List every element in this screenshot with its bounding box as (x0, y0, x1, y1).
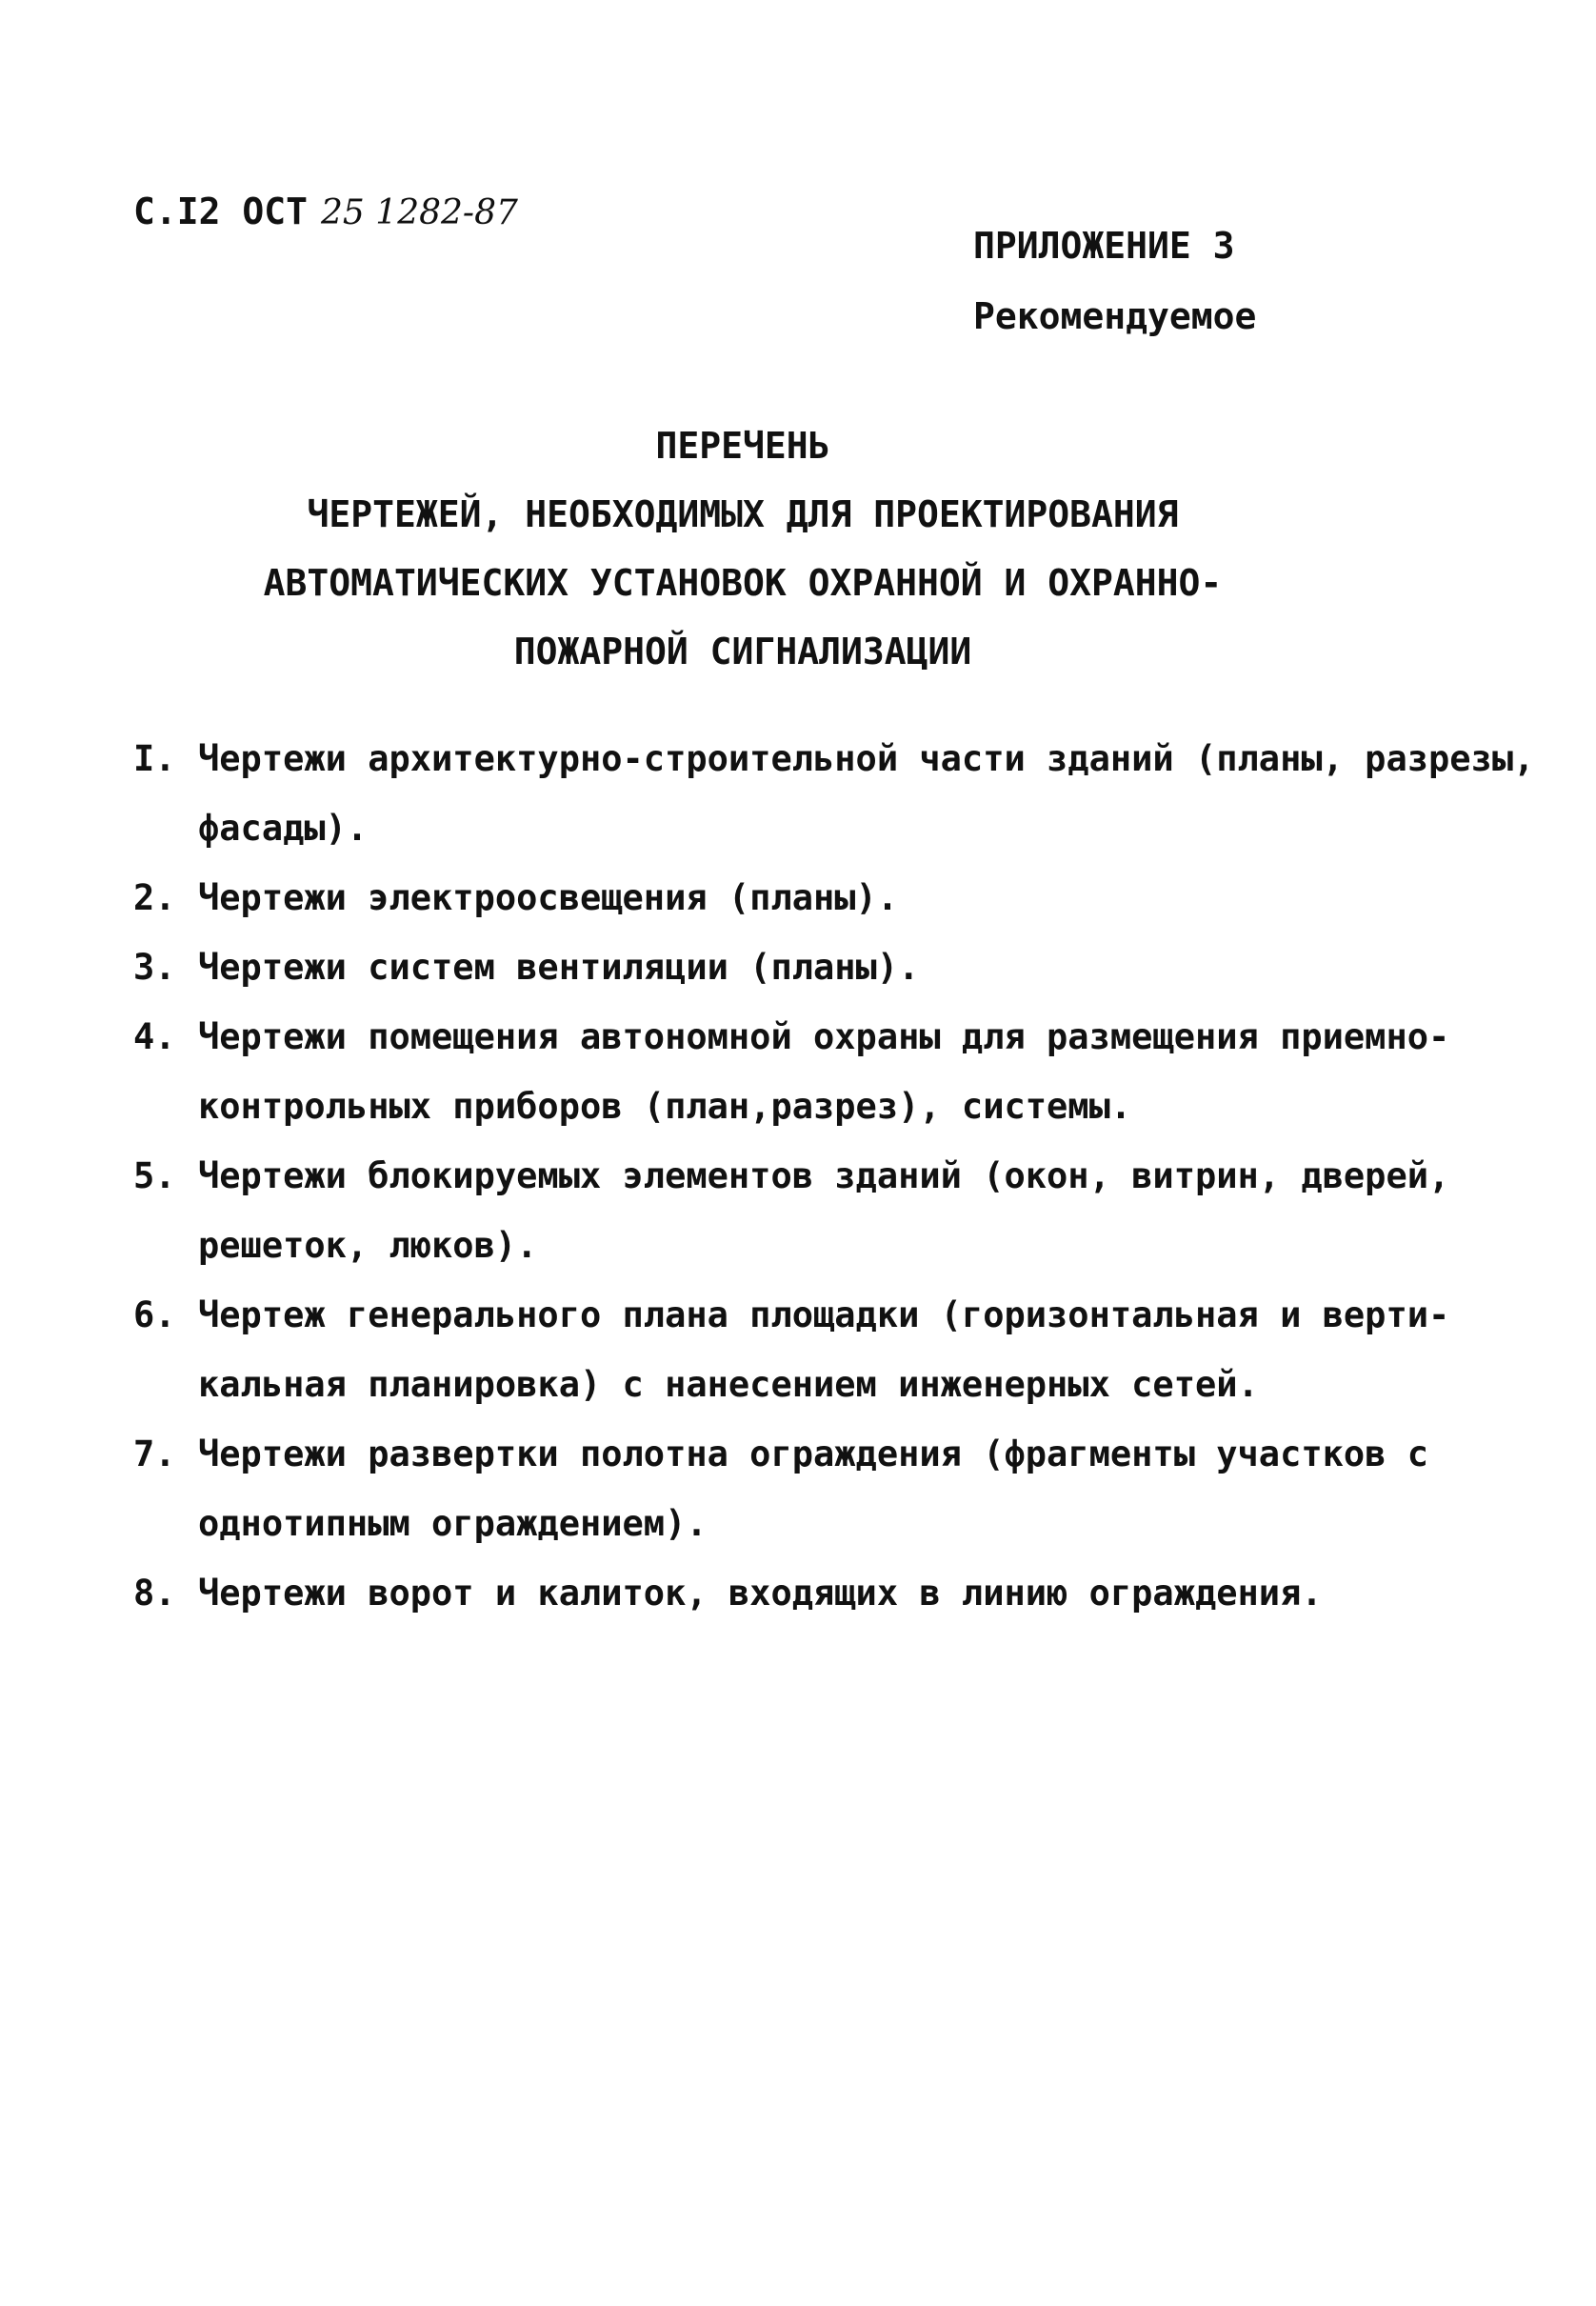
list-item-line: Чертеж генерального плана площадки (горизонтальная и верти- (198, 1294, 1450, 1335)
list-item (133, 1419, 1505, 1558)
list-item (133, 932, 1505, 1002)
list-item-number: 6. (133, 1294, 176, 1335)
list-item-line: Чертежи ворот и калиток, входящих в линию ограждения. (198, 1573, 1323, 1614)
list-item-line: Чертежи систем вентиляции (планы). (198, 947, 920, 988)
list-item-line: фасады). (198, 808, 369, 849)
list-item (133, 1558, 1505, 1628)
list-item-text (198, 724, 1534, 863)
list-item-number: 8. (133, 1573, 176, 1614)
title-line: ПЕРЕЧЕНЬ (655, 425, 830, 467)
list-item-number: 7. (133, 1434, 176, 1474)
list-item-text (198, 932, 1505, 1002)
list-item-text (198, 1141, 1505, 1280)
list-item (133, 724, 1535, 863)
title-line: АВТОМАТИЧЕСКИХ УСТАНОВОК ОХРАННОЙ И ОХРАННО- (263, 562, 1223, 604)
list-item-line: Чертежи помещения автономной охраны для размещения приемно- (198, 1016, 1450, 1057)
list-item-line: контрольных приборов (план,разрез), системы. (198, 1086, 1132, 1127)
title-line: ЧЕРТЕЖЕЙ, НЕОБХОДИМЫХ ДЛЯ ПРОЕКТИРОВАНИЯ (307, 493, 1179, 535)
list-item-text (198, 1558, 1505, 1628)
list-item-text (198, 1419, 1505, 1558)
list-item-line: однотипным ограждением). (198, 1503, 708, 1544)
list-item-line: Чертежи архитектурно-строительной части зданий (планы, разрезы, (198, 738, 1535, 779)
list-item-line: Чертежи развертки полотна ограждения (фрагменты участков с (198, 1434, 1429, 1474)
list-item-text (198, 863, 1505, 932)
document-number-handwritten: 25 1282-87 (321, 193, 518, 232)
recommended-label: Рекомендуемое (973, 295, 1257, 337)
list-item (133, 1280, 1505, 1419)
list-item-line: решеток, люков). (198, 1225, 538, 1266)
list-item-line: Чертежи электроосвещения (планы). (198, 877, 899, 918)
list-item-number: 5. (133, 1155, 176, 1196)
document-code (133, 190, 518, 232)
list-item (133, 863, 1505, 932)
drawings-list (133, 724, 1535, 1628)
list-item-number: 4. (133, 1016, 176, 1057)
list-item (133, 1141, 1505, 1280)
title-line: ПОЖАРНОЙ СИГНАЛИЗАЦИИ (513, 631, 972, 672)
list-item-text (198, 1280, 1505, 1419)
list-item-number: 3. (133, 947, 176, 988)
list-item (133, 1002, 1505, 1141)
list-item-line: кальная планировка) с нанесением инженерных сетей. (198, 1364, 1259, 1405)
document-code-printed: С.I2 ОСТ (133, 190, 309, 232)
list-item-number: 2. (133, 877, 176, 918)
list-item-number: I. (133, 738, 176, 779)
appendix-label: ПРИЛОЖЕНИЕ 3 (973, 225, 1235, 267)
document-title (190, 411, 1295, 686)
list-item-line: Чертежи блокируемых элементов зданий (окон, витрин, дверей, (198, 1155, 1450, 1196)
list-item-text (198, 1002, 1505, 1141)
